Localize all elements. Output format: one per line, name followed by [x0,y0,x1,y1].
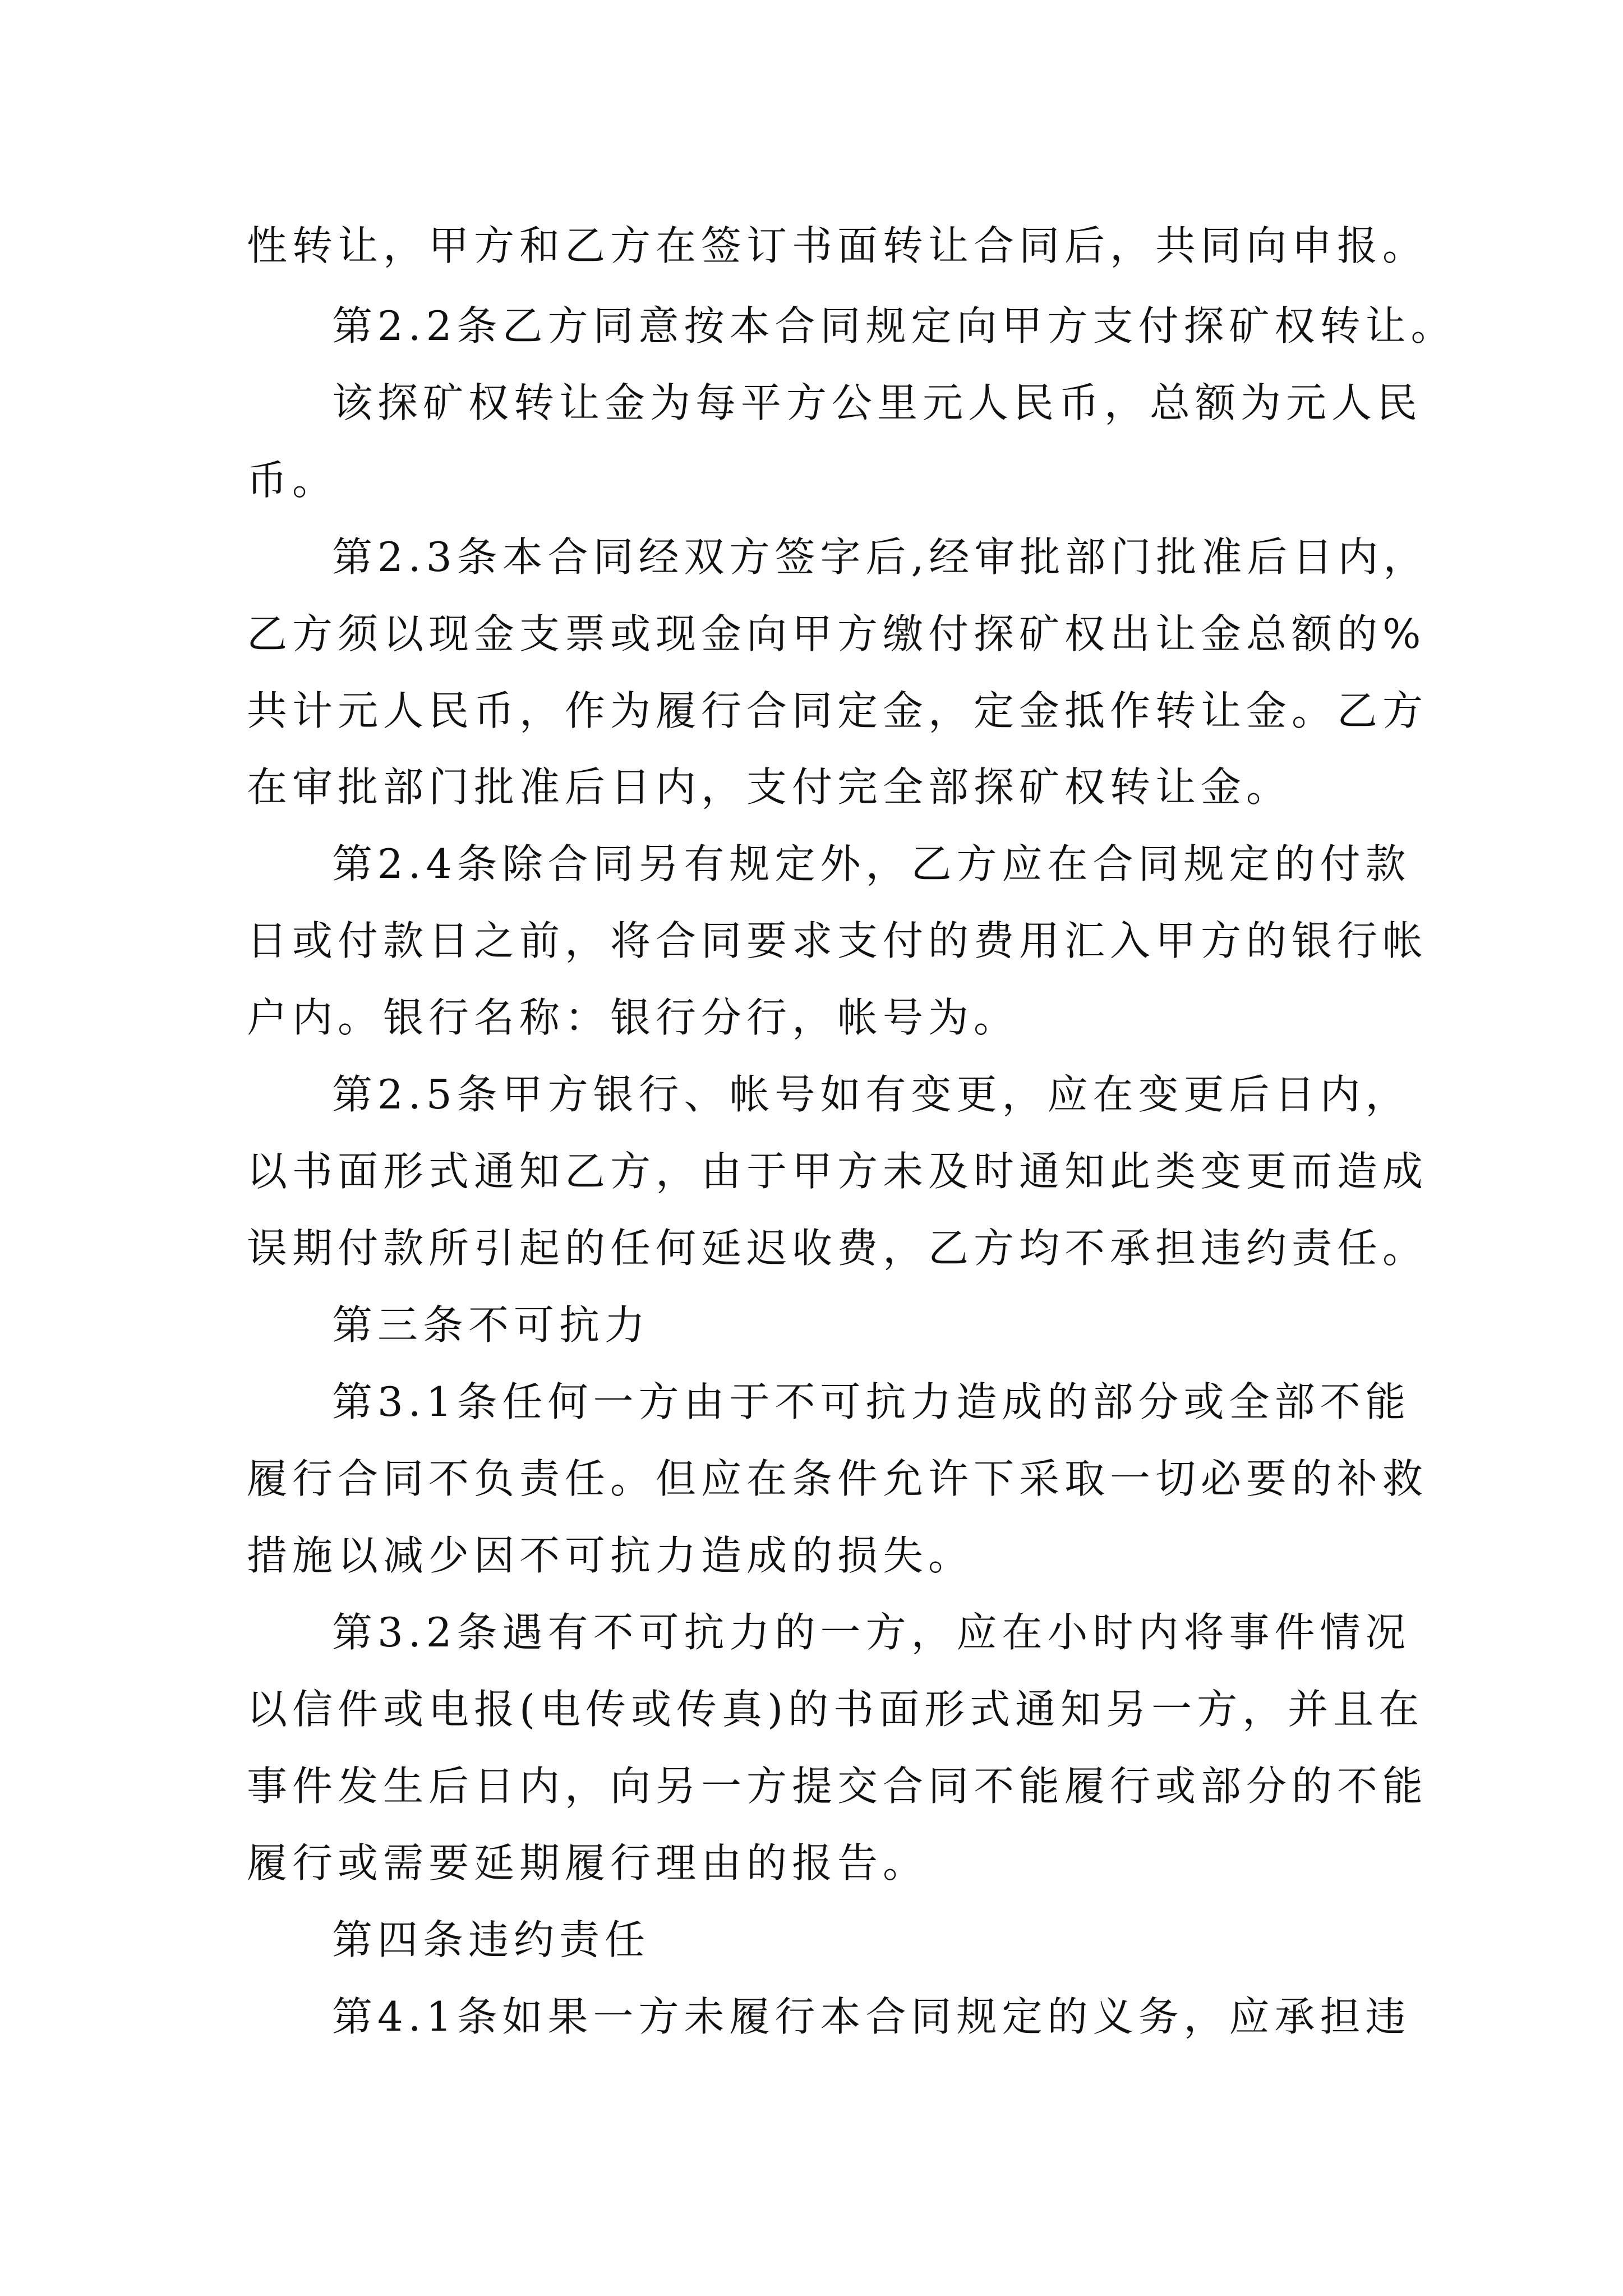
text-line: 以信件或电报(电传或传真)的书面形式通知另一方，并且在 [247,1686,1424,1733]
text-line: 措施以减少因不可抗力造成的损失。 [247,1532,974,1579]
text-line: 履行合同不负责任。但应在条件允许下采取一切必要的补救 [247,1455,1428,1502]
section-heading: 第四条违约责任 [332,1916,651,1963]
section-heading: 第三条不可抗力 [332,1301,651,1349]
text-line: 误期付款所引起的任何延迟收费，乙方均不承担违约责任。 [247,1225,1428,1272]
text-line: 该探矿权转让金为每平方公里元人民币，总额为元人民 [332,379,1423,426]
text-line: 以书面形式通知乙方，由于甲方未及时通知此类变更而造成 [247,1148,1428,1195]
text-line: 履行或需要延期履行理由的报告。 [247,1839,929,1887]
text-line: 第2.5条甲方银行、帐号如有变更，应在变更后日内， [332,1071,1411,1118]
text-line: 第2.2条乙方同意按本合同规定向甲方支付探矿权转让。 [332,302,1456,349]
text-line: 第3.1条任何一方由于不可抗力造成的部分或全部不能 [332,1378,1411,1425]
text-line: 乙方须以现金支票或现金向甲方缴付探矿权出让金总额的% [247,610,1426,657]
text-line: 日或付款日之前，将合同要求支付的费用汇入甲方的银行帐 [247,917,1428,964]
text-line: 户内。银行名称：银行分行，帐号为。 [247,994,1020,1041]
text-line: 第2.4条除合同另有规定外，乙方应在合同规定的付款 [332,840,1411,887]
text-line: 第2.3条本合同经双方签字后,经审批部门批准后日内， [332,533,1429,581]
text-line: 性转让，甲方和乙方在签订书面转让合同后，共同向申报。 [247,222,1428,269]
text-line: 第4.1条如果一方未履行本合同规定的义务，应承担违 [332,1993,1411,2040]
text-line: 币。 [247,457,338,504]
text-line: 事件发生后日内，向另一方提交合同不能履行或部分的不能 [247,1763,1428,1810]
text-line: 共计元人民币，作为履行合同定金，定金抵作转让金。乙方 [247,687,1428,734]
text-line: 在审批部门批准后日内，支付完全部探矿权转让金。 [247,763,1292,811]
text-line: 第3.2条遇有不可抗力的一方，应在小时内将事件情况 [332,1609,1411,1656]
